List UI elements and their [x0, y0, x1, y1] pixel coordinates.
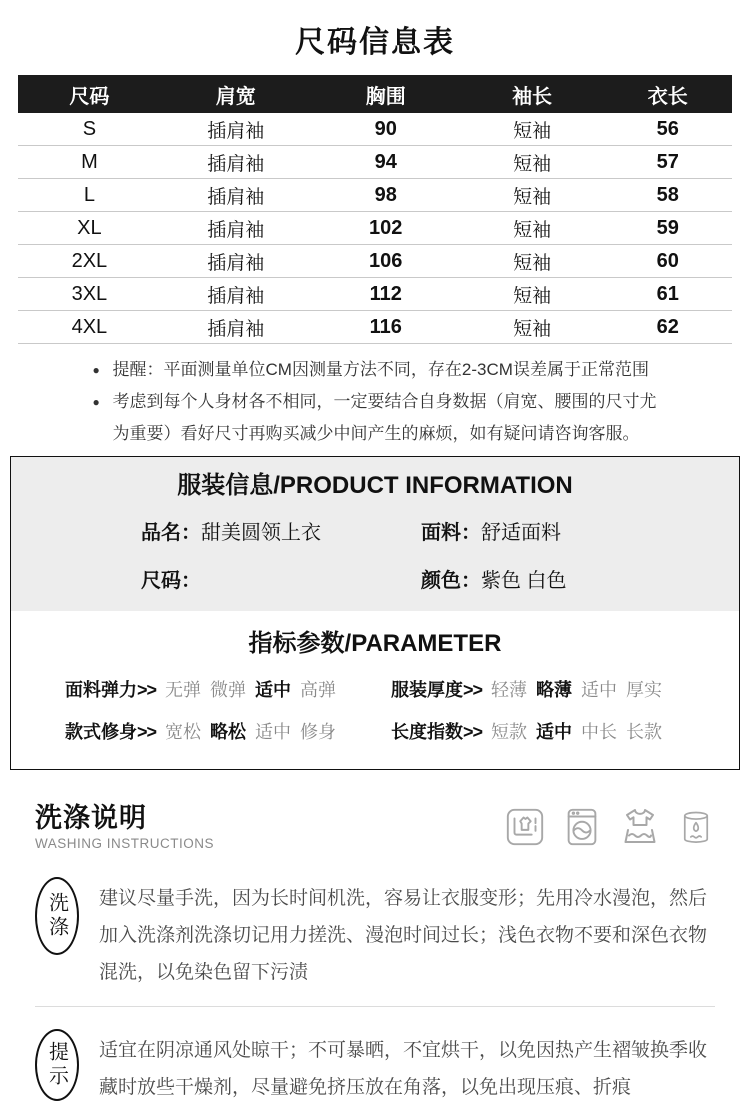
note-item [93, 386, 658, 450]
parameter-label: 服装厚度 [391, 680, 463, 700]
cell-size: M [81, 150, 98, 173]
note-text: 考虑到每个人身材各不相同，一定要结合自身数据（肩宽、腰围的尺寸尤为重要）看好尺寸再购买减少中间产生的麻烦，如有疑问请咨询客服。 [112, 392, 657, 443]
cell-bust: 106 [369, 249, 403, 272]
arrow-separator: >> [463, 722, 483, 742]
cell-bust: 116 [369, 315, 402, 338]
parameter-option: 中长 [581, 722, 618, 742]
parameter-option: 适中 [255, 722, 292, 742]
cell-length: 62 [656, 315, 679, 338]
table-row [18, 212, 732, 245]
header-cell-shoulder: 肩宽 [215, 85, 256, 108]
product-fields [49, 519, 701, 595]
field-name [141, 519, 421, 547]
cell-bust: 90 [374, 117, 397, 140]
product-info-section [11, 457, 739, 611]
parameter-option: 轻薄 [491, 680, 528, 700]
parameter-option: 高弹 [300, 680, 337, 700]
cell-sleeve: 短袖 [513, 120, 552, 142]
cell-length: 57 [656, 150, 679, 173]
washing-header [35, 802, 715, 851]
parameter-option: 修身 [300, 722, 337, 742]
wash-care-section [35, 877, 715, 991]
care-icons [504, 805, 715, 849]
table-row [18, 245, 732, 278]
cell-length: 58 [656, 183, 679, 206]
parameter-label: 款式修身 [65, 722, 137, 742]
cell-size: 3XL [71, 282, 108, 305]
parameter-option: 长款 [626, 722, 663, 742]
cell-sleeve: 短袖 [513, 219, 552, 241]
cell-shoulder: 插肩袖 [207, 318, 265, 340]
section-divider [35, 1006, 715, 1007]
cell-sleeve: 短袖 [513, 252, 552, 274]
cell-size: 4XL [71, 315, 108, 338]
cell-bust: 98 [374, 183, 397, 206]
cell-bust: 94 [374, 150, 397, 173]
page-title: 尺码信息表 [295, 26, 455, 59]
cell-bust: 102 [369, 216, 403, 239]
arrow-separator: >> [463, 680, 483, 700]
parameter-row [391, 675, 717, 705]
parameter-option: 略薄 [536, 680, 573, 700]
size-table [18, 75, 732, 344]
product-info-box [10, 456, 740, 770]
header-cell-bust: 胸围 [365, 85, 406, 108]
cell-length: 59 [656, 216, 679, 239]
cell-shoulder: 插肩袖 [207, 186, 265, 208]
parameter-option: 厚实 [626, 680, 663, 700]
tips-instructions-text: 适宜在阴凉通风处晾干；不可暴晒，不宜烘干，以免因热产生褶皱换季收藏时放些干燥剂，尽量避免挤压放在角落，以免出现压痕、折痕 [99, 1040, 708, 1098]
field-size [141, 567, 421, 595]
cell-bust: 112 [369, 282, 402, 305]
bullet-icon: ● [92, 395, 100, 409]
parameter-rows [33, 675, 717, 747]
cell-sleeve: 短袖 [513, 285, 552, 307]
cell-size: S [82, 117, 97, 140]
cell-size: XL [77, 216, 102, 239]
table-row [18, 278, 732, 311]
parameter-option: 适中 [255, 680, 292, 700]
cell-shoulder: 插肩袖 [207, 285, 265, 307]
parameter-option: 适中 [581, 680, 618, 700]
cell-size: L [83, 183, 95, 206]
wash-instructions-text: 建议尽量手洗，因为长时间机洗，容易让衣服变形；先用冷水漫泡，然后加入洗涤剂洗涤切记用力搓洗、漫泡时间过长；浅色衣物不要和深色衣物混洗，以免染色留下污渍 [99, 888, 708, 983]
field-value: 舒适面料 [481, 522, 561, 544]
cell-shoulder: 插肩袖 [207, 252, 265, 274]
parameter-option: 略松 [210, 722, 247, 742]
header-cell-size: 尺码 [69, 85, 110, 108]
bullet-icon: ● [92, 363, 100, 377]
table-row [18, 146, 732, 179]
cell-length: 60 [656, 249, 679, 272]
field-color [421, 567, 701, 595]
table-row [18, 311, 732, 344]
dry-container-icon [677, 805, 715, 849]
cell-shoulder: 插肩袖 [207, 120, 265, 142]
parameter-row [65, 675, 391, 705]
table-row [18, 113, 732, 146]
field-label: 面料： [421, 522, 481, 544]
field-fabric [421, 519, 701, 547]
tips-care-section [35, 1029, 715, 1106]
parameter-label: 长度指数 [391, 722, 463, 742]
washing-machine-icon [561, 805, 603, 849]
measurement-notes [93, 354, 658, 450]
field-value: 甜美圆领上衣 [201, 522, 321, 544]
field-label: 尺码： [141, 570, 201, 592]
cell-shoulder: 插肩袖 [207, 219, 265, 241]
cell-sleeve: 短袖 [513, 186, 552, 208]
header-cell-length: 衣长 [647, 85, 688, 108]
product-info-title: 服装信息/PRODUCT INFORMATION [177, 472, 573, 499]
cell-length: 56 [656, 117, 679, 140]
parameter-option: 微弹 [210, 680, 247, 700]
field-label: 颜色： [421, 570, 481, 592]
washing-titles [35, 802, 504, 851]
parameter-row [391, 717, 717, 747]
field-label: 品名： [141, 522, 201, 544]
wash-badge: 洗涤 [35, 877, 79, 955]
cell-shoulder: 插肩袖 [207, 153, 265, 175]
arrow-separator: >> [137, 680, 157, 700]
size-table-header-row [18, 75, 732, 113]
field-value: 紫色 白色 [481, 570, 567, 592]
cell-size: 2XL [71, 249, 108, 272]
cell-sleeve: 短袖 [513, 318, 552, 340]
note-text: 提醒：平面测量单位CM因测量方法不同，存在2-3CM误差属于正常范围 [112, 360, 649, 379]
parameter-row [65, 717, 391, 747]
washing-title: 洗涤说明 [35, 803, 147, 833]
note-item [93, 354, 658, 386]
tips-badge: 提示 [35, 1029, 79, 1101]
parameter-option: 宽松 [165, 722, 202, 742]
cell-length: 61 [656, 282, 679, 305]
parameter-option: 短款 [491, 722, 528, 742]
header-cell-sleeve: 袖长 [512, 85, 553, 108]
parameter-section [11, 611, 739, 769]
parameter-option: 无弹 [165, 680, 202, 700]
parameter-option: 适中 [536, 722, 573, 742]
cell-sleeve: 短袖 [513, 153, 552, 175]
soak-icon [618, 805, 662, 849]
arrow-separator: >> [137, 722, 157, 742]
table-row [18, 179, 732, 212]
washing-subtitle: WASHING INSTRUCTIONS [35, 836, 215, 851]
parameter-label: 面料弹力 [65, 680, 137, 700]
parameter-title: 指标参数/PARAMETER [248, 630, 502, 657]
hand-wash-icon [504, 805, 546, 849]
